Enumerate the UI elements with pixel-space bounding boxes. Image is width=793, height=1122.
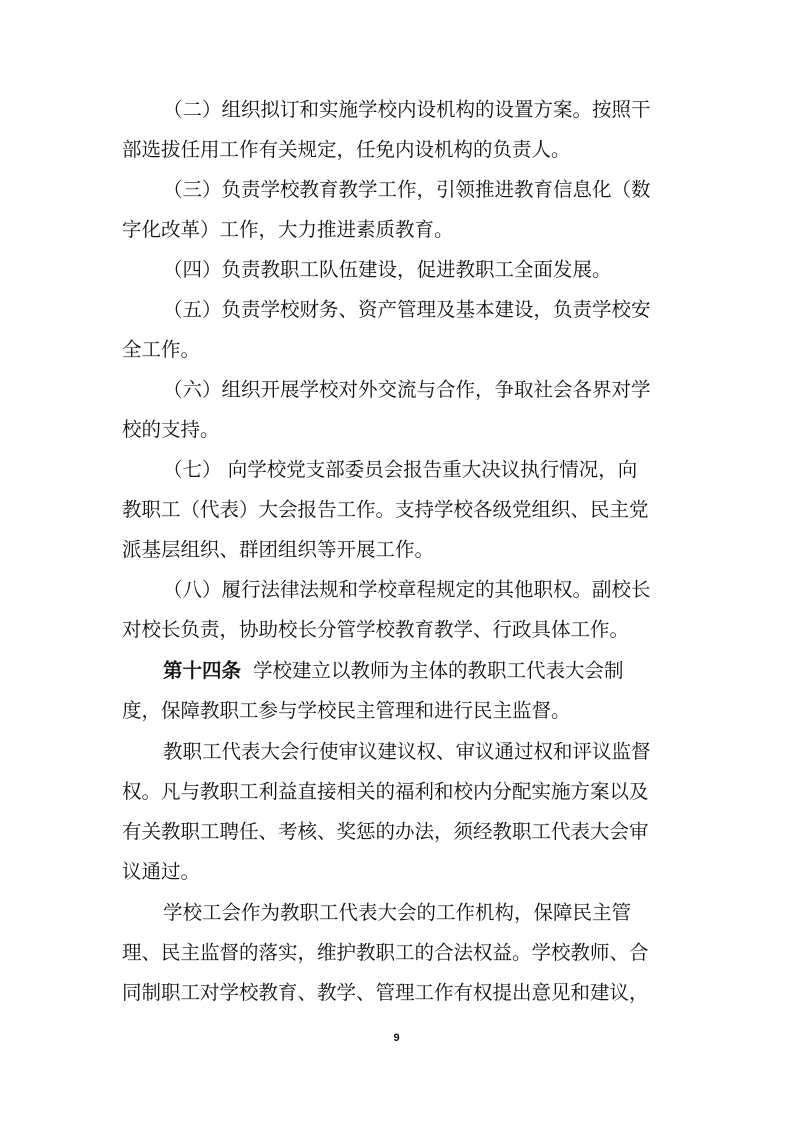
text-line: 学校建立以教师为主体的教职工代表大会制 bbox=[253, 659, 624, 682]
article-line bbox=[163, 656, 624, 686]
text-line: （二）组织拟订和实施学校内设机构的设置方案。按照干 bbox=[163, 98, 651, 121]
text-line: （七） 向学校党支部委员会报告重大决议执行情况，向 bbox=[163, 458, 638, 481]
page-number: 9 bbox=[393, 1032, 400, 1044]
text-line: 全工作。 bbox=[122, 338, 201, 361]
text-line: 教职工（代表）大会报告工作。支持学校各级党组织、民主党 bbox=[122, 498, 649, 521]
text-line: 同制职工对学校教育、教学、管理工作有权提出意见和建议， bbox=[122, 981, 649, 1004]
text-line: 对校长负责，协助校长分管学校教育教学、行政具体工作。 bbox=[122, 618, 630, 641]
text-line: 理、民主监督的落实，维护教职工的合法权益。学校教师、合 bbox=[122, 941, 649, 964]
text-line: （五）负责学校财务、资产管理及基本建设，负责学校安 bbox=[163, 298, 651, 321]
article-label: 第十四条 bbox=[163, 659, 242, 682]
text-line: （六）组织开展学校对外交流与合作，争取社会各界对学 bbox=[163, 378, 651, 401]
text-line: （八）履行法律法规和学校章程规定的其他职权。副校长 bbox=[163, 578, 651, 601]
text-line: 度，保障教职工参与学校民主管理和进行民主监督。 bbox=[122, 699, 571, 722]
text-line: 有关教职工聘任、考核、奖惩的办法，须经教职工代表大会审 bbox=[122, 820, 649, 843]
text-line: 教职工代表大会行使审议建议权、审议通过权和评议监督 bbox=[163, 740, 651, 763]
text-line: （四）负责教职工队伍建设，促进教职工全面发展。 bbox=[163, 258, 612, 281]
text-line: （三）负责学校教育教学工作，引领推进教育信息化（数 bbox=[163, 178, 651, 201]
text-line: 字化改革）工作，大力推进素质教育。 bbox=[122, 218, 454, 241]
text-line: 学校工会作为教职工代表大会的工作机构，保障民主管 bbox=[163, 901, 632, 924]
text-line: 权。凡与教职工利益直接相关的福利和校内分配实施方案以及 bbox=[122, 780, 649, 803]
text-line: 派基层组织、群团组织等开展工作。 bbox=[122, 538, 435, 561]
text-line: 部选拔任用工作有关规定，任免内设机构的负责人。 bbox=[122, 138, 571, 161]
text-line: 校的支持。 bbox=[122, 418, 220, 441]
text-line: 议通过。 bbox=[122, 860, 201, 883]
